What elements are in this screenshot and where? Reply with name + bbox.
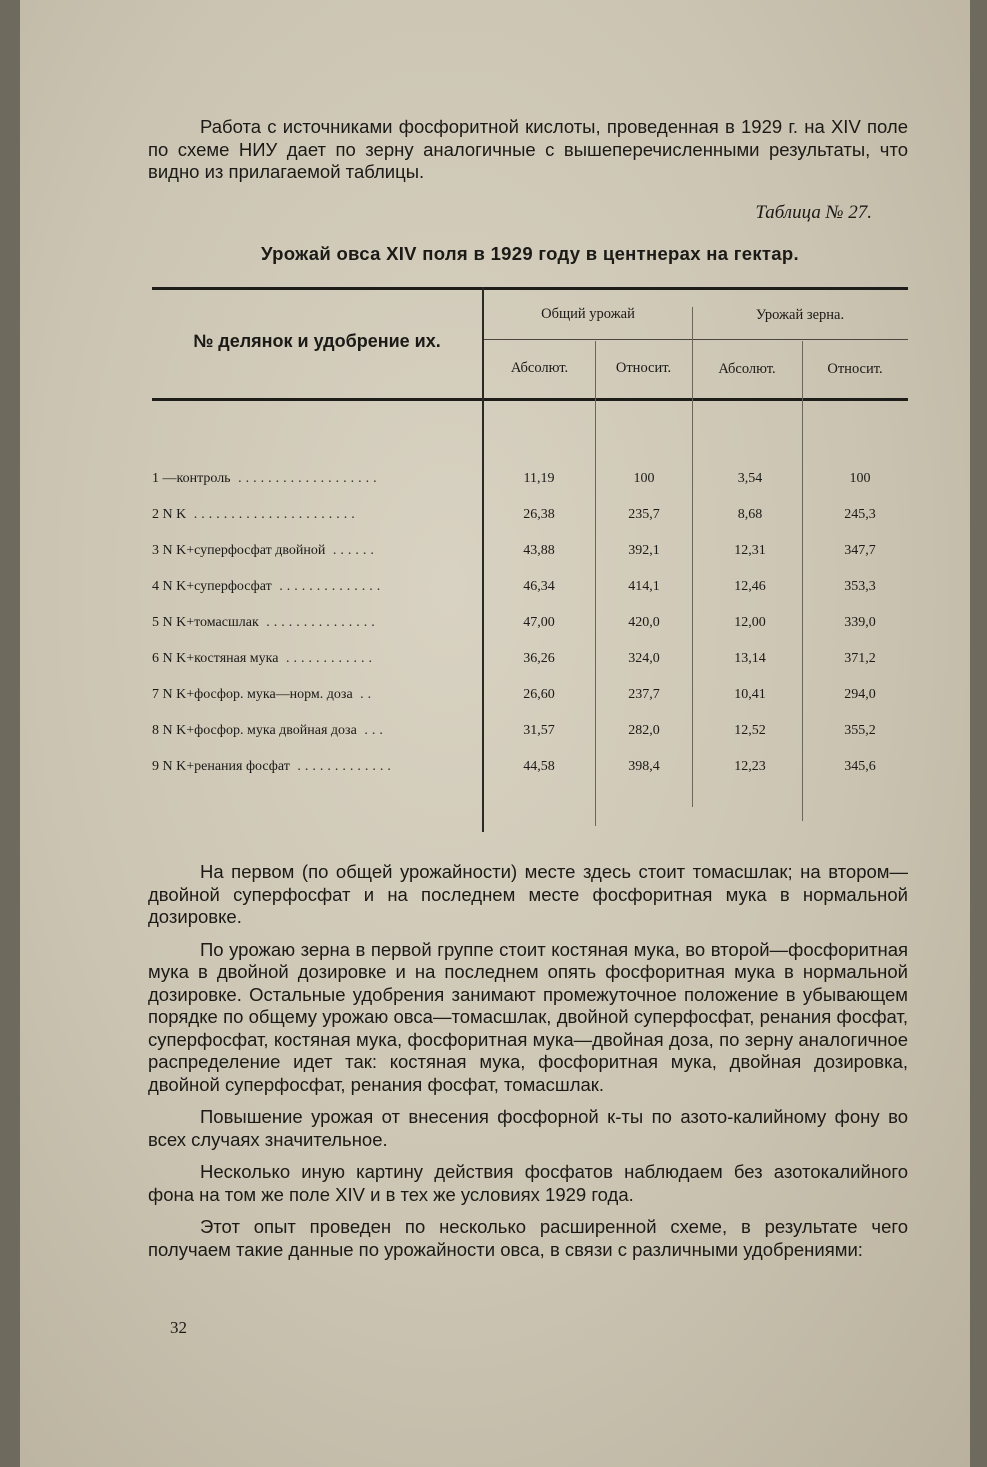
table-row: 8 N K+фосфор. мука двойная доза ... 31,57 282,0 12,52 355,2	[152, 723, 908, 747]
cell-grain-abs: 12,31	[734, 543, 766, 558]
cell-total-rel: 392,1	[628, 543, 660, 558]
table-row: 2 N K ...................... 26,38 235,7 8,68 245,3	[152, 507, 908, 531]
cell-total-abs: 31,57	[523, 723, 555, 738]
cell-total-abs: 43,88	[523, 543, 555, 558]
table-header-rule	[152, 398, 908, 401]
cell-grain-abs: 12,52	[734, 723, 766, 738]
cell-total-abs: 36,26	[523, 651, 555, 666]
table-row: 4 N K+суперфосфат .............. 46,34 414,1 12,46 353,3	[152, 579, 908, 603]
cell-total-rel: 414,1	[628, 579, 660, 594]
cell-grain-abs: 10,41	[734, 687, 766, 702]
cell-total-abs: 46,34	[523, 579, 555, 594]
paragraph: Повышение урожая от внесения фосфорной к-ты по азото-калийному фону во всех случаях значительное.	[148, 1106, 908, 1150]
cell-grain-abs: 13,14	[734, 651, 766, 666]
cell-grain-abs: 12,00	[734, 615, 766, 630]
body-text	[148, 861, 908, 1261]
cell-grain-rel: 353,3	[844, 579, 876, 594]
table-row: 1 —контроль ................... 11,19 100 3,54 100	[152, 471, 908, 495]
cell-total-rel: 398,4	[628, 759, 660, 774]
cell-total-abs: 44,58	[523, 759, 555, 774]
row-label: 3 N K+суперфосфат двойной	[152, 543, 326, 558]
cell-total-rel: 235,7	[628, 507, 660, 522]
cell-total-abs: 26,38	[523, 507, 555, 522]
paragraph: На первом (по общей урожайности) месте здесь стоит томасшлак; на втором—двойной суперфосфат и на последнем месте фосфоритная мука в нормальной дозировке.	[148, 861, 908, 927]
cell-total-rel: 324,0	[628, 651, 660, 666]
cell-grain-rel: 339,0	[844, 615, 876, 630]
row-label: 6 N K+костяная мука	[152, 651, 279, 666]
page-number: 32	[170, 1318, 187, 1337]
row-label: 9 N K+ренания фосфат	[152, 759, 290, 774]
header-total-abs: Абсолют.	[510, 360, 569, 376]
header-total-rel: Относит.	[615, 360, 672, 376]
row-label: 5 N K+томасшлак	[152, 615, 259, 630]
cell-total-abs: 26,60	[523, 687, 555, 702]
cell-grain-rel: 371,2	[844, 651, 876, 666]
table-title: Урожай овса XIV поля в 1929 году в центнерах на гектар.	[261, 243, 799, 264]
cell-grain-abs: 12,46	[734, 579, 766, 594]
document-page	[20, 0, 970, 1467]
row-label: 7 N K+фосфор. мука—норм. доза	[152, 687, 353, 702]
cell-grain-abs: 3,54	[737, 471, 763, 486]
intro-paragraph: Работа с источниками фосфоритной кислоты, проведенная в 1929 г. на XIV поле по схеме НИУ дает по зерну аналогичные с вышеперечисленными результаты, что видно из прилагаемой таблицы.	[148, 116, 908, 182]
cell-total-abs: 11,19	[523, 471, 555, 486]
cell-grain-rel: 294,0	[844, 687, 876, 702]
table-caption: Таблица № 27.	[755, 202, 872, 223]
yield-table	[152, 287, 908, 832]
row-label: 2 N K	[152, 507, 187, 522]
header-grain-yield: Урожай зерна.	[755, 307, 845, 323]
row-label: 1 —контроль	[152, 471, 231, 486]
table-row: 3 N K+суперфосфат двойной ...... 43,88 392,1 12,31 347,7	[152, 543, 908, 567]
header-grain-abs: Абсолют.	[718, 361, 776, 377]
cell-grain-rel: 345,6	[844, 759, 876, 774]
row-label: 4 N K+суперфосфат	[152, 579, 272, 594]
header-group-rule	[484, 339, 908, 340]
table-top-rule	[152, 287, 908, 290]
paragraph: Этот опыт проведен по несколько расширенной схеме, в результате чего получаем такие данные по урожайности овса, в связи с различными удобрениями:	[148, 1216, 908, 1260]
cell-total-rel: 282,0	[628, 723, 660, 738]
table-row: 9 N K+ренания фосфат ............. 44,58 398,4 12,23 345,6	[152, 759, 908, 783]
cell-grain-rel: 100	[849, 471, 871, 486]
header-total-yield: Общий урожай	[541, 306, 635, 322]
paragraph: Несколько иную картину действия фосфатов наблюдаем без азотокалийного фона на том же поле XIV и в тех же условиях 1929 года.	[148, 1161, 908, 1205]
cell-grain-rel: 347,7	[844, 543, 876, 558]
cell-total-rel: 100	[633, 471, 655, 486]
table-row: 6 N K+костяная мука ............ 36,26 324,0 13,14 371,2	[152, 651, 908, 675]
paragraph: По урожаю зерна в первой группе стоит костяная мука, во второй—фосфоритная мука в двойной дозировке и на последнем опять фосфоритная мука в нормальной дозировке. Остальные удобрения занимают промежуточное положение в убывающем порядке по общему урожаю овса—томасшлак, двойной суперфосфат, ренания фосфат, суперфосфат, костяная мука, фосфоритная мука—двойная доза, по зерну аналогичное распределение идет так: костяная мука, фосфоритная мука, двойная дозировка, двойной суперфосфат, ренания фосфат, томасшлак.	[148, 938, 908, 1095]
cell-total-abs: 47,00	[523, 615, 555, 630]
cell-grain-rel: 245,3	[844, 507, 876, 522]
header-grain-rel: Относит.	[827, 361, 883, 377]
cell-grain-rel: 355,2	[844, 723, 876, 738]
header-plots-fertilizer: № делянок и удобрение их.	[193, 331, 441, 351]
table-row: 5 N K+томасшлак ............... 47,00 420,0 12,00 339,0	[152, 615, 908, 639]
cell-total-rel: 420,0	[628, 615, 660, 630]
cell-grain-abs: 12,23	[734, 759, 766, 774]
cell-total-rel: 237,7	[628, 687, 660, 702]
cell-grain-abs: 8,68	[737, 507, 763, 522]
table-row: 7 N K+фосфор. мука—норм. доза .. 26,60 237,7 10,41 294,0	[152, 687, 908, 711]
row-label: 8 N K+фосфор. мука двойная доза	[152, 723, 357, 738]
